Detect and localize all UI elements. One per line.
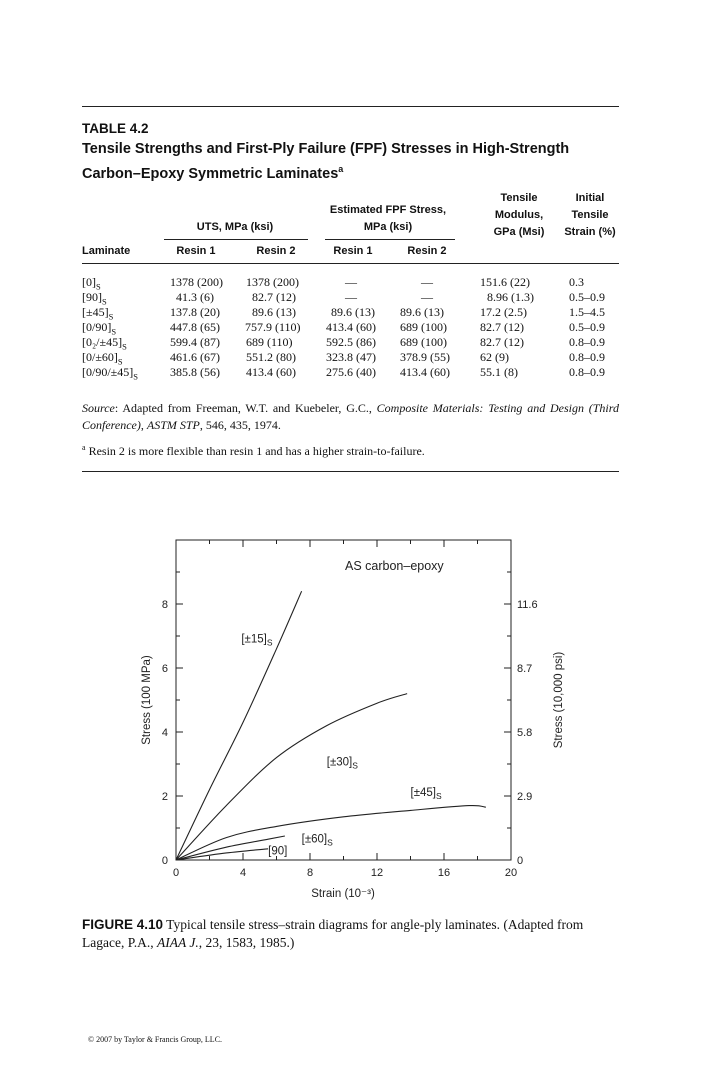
header-strain-line3: Strain (%) xyxy=(564,226,616,238)
y2-tick-label: 11.6 xyxy=(517,599,538,611)
cell-fpf-resin1: 275.6 (40) xyxy=(326,365,376,379)
x-tick-label: 4 xyxy=(239,867,247,879)
figure-caption xyxy=(82,916,619,952)
cell-laminate: $[0/\pm 60]_S$ xyxy=(82,350,123,367)
y2-axis-label: Stress (10,000 psi) xyxy=(553,651,565,749)
header-fpf-rule xyxy=(325,239,455,240)
series-line xyxy=(176,694,407,860)
x-axis-label: Strain (10⁻³) xyxy=(311,888,375,900)
table-top-rule xyxy=(82,106,619,107)
cell-strain: 0.8–0.9 xyxy=(569,350,605,364)
table-source-note xyxy=(82,400,619,434)
header-uts: UTS, MPa (ksi) xyxy=(196,221,274,233)
cell-uts-resin1: 385.8 (56) xyxy=(170,365,220,379)
table-header-rule xyxy=(82,263,619,264)
header-strain-line2: Tensile xyxy=(571,209,609,221)
cell-modulus: 62 (9) xyxy=(480,350,509,364)
y2-tick-label: 5.8 xyxy=(517,727,533,739)
header-fpf-line2: MPa (ksi) xyxy=(363,221,413,233)
cell-strain: 0.8–0.9 xyxy=(569,335,605,349)
y2-tick-label: 8.7 xyxy=(517,663,533,675)
x-tick-label: 0 xyxy=(172,867,180,879)
figure-caption-tail: , 23, 1583, 1985.) xyxy=(198,935,295,950)
table-title xyxy=(82,139,619,184)
x-tick-label: 16 xyxy=(437,867,451,879)
header-modulus-line3: GPa (Msi) xyxy=(493,226,545,238)
series-label: [90] xyxy=(268,845,288,858)
x-tick-label: 12 xyxy=(370,867,384,879)
series-line xyxy=(176,849,268,860)
table-title-footnote-mark: a xyxy=(338,164,344,174)
source-text-b: , xyxy=(140,418,147,432)
source-series: ASTM STP xyxy=(146,418,200,432)
cell-laminate: $[0_2/\pm 45]_S$ xyxy=(82,335,127,352)
header-modulus-line2: Modulus, xyxy=(494,209,544,221)
source-text-c: , 546, 435, 1974. xyxy=(199,418,281,432)
cell-modulus: 151.6 (22) xyxy=(480,275,530,289)
cell-fpf-resin1: 323.8 (47) xyxy=(326,350,376,364)
axis-ticks xyxy=(162,540,538,879)
copyright-notice: © 2007 by Taylor & Francis Group, LLC. xyxy=(88,1035,223,1044)
series-label: $[\pm 15]_S$ xyxy=(241,633,273,648)
cell-fpf-resin2: 689 (100) xyxy=(400,320,447,334)
cell-uts-resin1: 599.4 (87) xyxy=(170,335,220,349)
cell-strain: 0.8–0.9 xyxy=(569,365,605,379)
series-label: $[\pm 60]_S$ xyxy=(301,833,333,848)
x-tick-label: 20 xyxy=(504,867,518,879)
y-axis-label: Stress (100 MPa) xyxy=(141,655,153,745)
header-modulus-line1: Tensile xyxy=(500,192,538,204)
series-label: $[\pm 45]_S$ xyxy=(410,787,442,801)
y-tick-label: 6 xyxy=(161,663,168,675)
y-tick-label: 2 xyxy=(161,791,168,803)
cell-fpf-resin1: — xyxy=(345,275,357,289)
header-fpf-resin1: Resin 1 xyxy=(333,245,373,257)
cell-laminate: $[0/90]_S$ xyxy=(82,320,117,337)
cell-uts-resin2: 689 (110) xyxy=(246,335,293,349)
source-book-title: Composite Materials: Testing and Design (Third Conference) xyxy=(82,401,619,432)
series-label: $[\pm 30]_S$ xyxy=(326,756,358,771)
cell-uts-resin2: 551.2 (80) xyxy=(246,350,296,364)
chart-title: AS carbon–epoxy xyxy=(345,559,444,573)
cell-fpf-resin1: 592.5 (86) xyxy=(326,335,376,349)
stress-strain-chart xyxy=(0,530,705,910)
cell-laminate: $[\pm 45]_S$ xyxy=(82,305,114,322)
cell-laminate: $[0/90/\pm 45]_S$ xyxy=(82,365,138,382)
y-tick-label: 0 xyxy=(161,855,168,867)
cell-modulus: 55.1 (8) xyxy=(480,365,518,379)
cell-uts-resin1: 1378 (200) xyxy=(170,275,223,289)
plot-frame xyxy=(176,540,511,860)
cell-laminate: $[90]_S$ xyxy=(82,290,107,307)
cell-fpf-resin1: 413.4 (60) xyxy=(326,320,376,334)
figure-caption-text: Typical tensile stress–strain diagrams for angle-ply laminates. (Adapted from Lagace, P.A., xyxy=(82,917,584,950)
cell-modulus: 82.7 (12) xyxy=(480,335,524,349)
cell-uts-resin2: 1378 (200) xyxy=(246,275,299,289)
header-fpf-line1: Estimated FPF Stress, xyxy=(329,204,447,216)
header-fpf-resin2: Resin 2 xyxy=(407,245,447,257)
cell-laminate: $[0]_S$ xyxy=(82,275,101,292)
cell-modulus: 17.2 (2.5) xyxy=(480,305,527,319)
cell-uts-resin1: 137.8 (20) xyxy=(170,305,220,319)
table-footnote xyxy=(82,443,425,459)
cell-fpf-resin2: — xyxy=(421,290,433,304)
header-laminate: Laminate xyxy=(82,245,131,257)
header-strain xyxy=(558,190,622,241)
source-text-a: : Adapted from Freeman, W.T. and Kuebeler, G.C., xyxy=(114,401,377,415)
cell-fpf-resin1: — xyxy=(345,290,357,304)
cell-modulus: 82.7 (12) xyxy=(480,320,524,334)
header-uts-rule xyxy=(164,239,308,240)
x-tick-label: 8 xyxy=(306,867,314,879)
cell-fpf-resin2: — xyxy=(421,275,433,289)
footnote-mark: a xyxy=(82,443,86,452)
cell-modulus: 8.96 (1.3) xyxy=(487,290,534,304)
series-labels xyxy=(241,633,442,857)
cell-strain: 0.5–0.9 xyxy=(569,320,605,334)
table-title-text: Tensile Strengths and First-Ply Failure (FPF) Stresses in High-Strength Carbon–Epoxy Symmetric Laminates xyxy=(82,141,570,182)
cell-fpf-resin2: 89.6 (13) xyxy=(400,305,444,319)
figure-label: FIGURE 4.10 xyxy=(82,917,164,932)
cell-strain: 0.5–0.9 xyxy=(569,290,605,304)
cell-fpf-resin2: 689 (100) xyxy=(400,335,447,349)
header-fpf xyxy=(318,202,458,236)
cell-strain: 1.5–4.5 xyxy=(569,305,605,319)
header-uts-resin1: Resin 1 xyxy=(176,245,216,257)
cell-uts-resin1: 461.6 (67) xyxy=(170,350,220,364)
cell-uts-resin2: 757.9 (110) xyxy=(245,320,301,334)
cell-uts-resin1: 41.3 (6) xyxy=(176,290,214,304)
cell-fpf-resin1: 89.6 (13) xyxy=(331,305,375,319)
table-bottom-rule xyxy=(82,471,619,472)
footnote-text: Resin 2 is more flexible than resin 1 and has a higher strain-to-failure. xyxy=(88,444,425,458)
cell-uts-resin1: 447.8 (65) xyxy=(170,320,220,334)
table-label: TABLE 4.2 xyxy=(82,121,149,136)
header-modulus xyxy=(474,190,564,241)
header-uts-resin2: Resin 2 xyxy=(256,245,296,257)
cell-strain: 0.3 xyxy=(569,275,584,289)
header-strain-line1: Initial xyxy=(575,192,605,204)
source-label: Source xyxy=(82,401,115,415)
series-line xyxy=(176,591,302,860)
figure-caption-journal: AIAA J. xyxy=(156,935,199,950)
cell-uts-resin2: 82.7 (12) xyxy=(252,290,296,304)
y-tick-label: 4 xyxy=(161,727,168,739)
y2-tick-label: 2.9 xyxy=(517,791,533,803)
series-lines xyxy=(176,591,486,860)
cell-fpf-resin2: 413.4 (60) xyxy=(400,365,450,379)
cell-uts-resin2: 89.6 (13) xyxy=(252,305,296,319)
y-tick-label: 8 xyxy=(161,599,168,611)
series-line xyxy=(176,806,486,860)
y2-tick-label: 0 xyxy=(517,855,524,867)
cell-fpf-resin2: 378.9 (55) xyxy=(400,350,450,364)
cell-uts-resin2: 413.4 (60) xyxy=(246,365,296,379)
